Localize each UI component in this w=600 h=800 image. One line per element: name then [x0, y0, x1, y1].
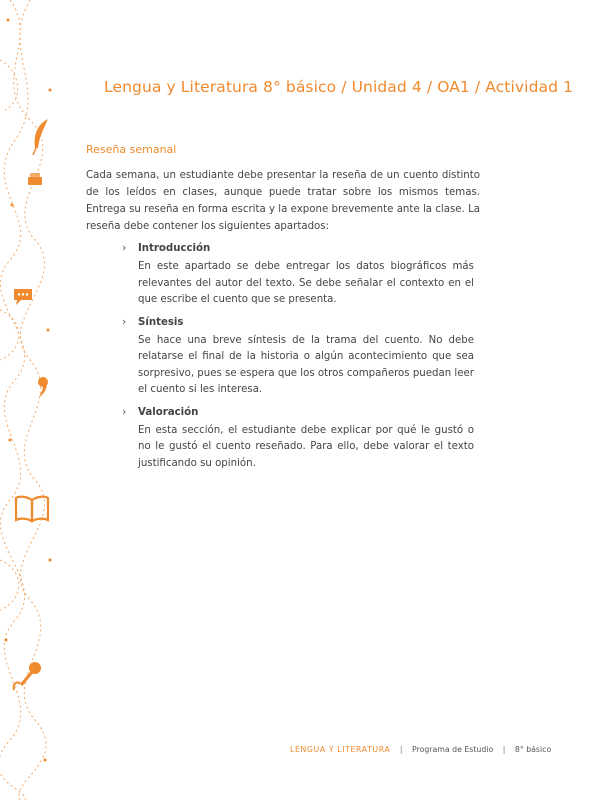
- sections-list: [122, 241, 474, 478]
- list-item-introduccion: [122, 241, 474, 309]
- comma-icon: [36, 376, 50, 398]
- footer-separator: |: [399, 745, 403, 754]
- footer-subject: LENGUA Y LITERATURA: [290, 745, 391, 754]
- item-text: En este apartado se debe entregar los datos biográficos más relevantes del autor del texto. Se debe señalar el contexto en el que escribe el cuento que se presenta.: [138, 261, 474, 305]
- item-title: Síntesis: [138, 316, 184, 328]
- list-item-sintesis: [122, 315, 474, 399]
- books-icon: [27, 172, 43, 186]
- page-title: Lengua y Literatura 8° básico / Unidad 4 / OA1 / Actividad 1: [104, 78, 574, 96]
- page-footer: [290, 745, 552, 754]
- item-text: Se hace una breve síntesis de la trama del cuento. No debe relatarse el final de la historia o algún acontecimiento que sea sorpresivo, pues se espera que los otros compañeros puedan leer el cuento si les interesa.: [138, 334, 474, 395]
- list-item-valoracion: [122, 405, 474, 473]
- intro-paragraph: Cada semana, un estudiante debe presentar la reseña de un cuento distinto de los leídos en clases, aunque puede tratar sobre los mismos temas. Entrega su reseña en forma escrita y la expone brevemente ante la clase. La reseña debe contener los siguientes apartados:: [86, 170, 480, 232]
- item-title: Valoración: [138, 406, 199, 418]
- footer-grade: 8° básico: [514, 745, 552, 754]
- footer-program: Programa de Estudio: [411, 745, 494, 754]
- chevron-right-icon: ›: [122, 404, 127, 418]
- chevron-right-icon: ›: [122, 314, 127, 328]
- open-book-icon: [14, 495, 50, 523]
- footer-separator: |: [502, 745, 506, 754]
- item-title: Introducción: [138, 243, 211, 254]
- chevron-right-icon: ›: [122, 241, 127, 254]
- speech-bubble-icon: [12, 287, 34, 307]
- microphone-icon: [10, 660, 44, 694]
- item-text: En esta sección, el estudiante debe explicar por qué le gustó o no le gustó el cuento reseñado. Para ello, debe valorar el texto justificando su opinión.: [138, 424, 474, 469]
- feather-icon: [30, 118, 52, 156]
- section-title: Reseña semanal: [86, 143, 177, 156]
